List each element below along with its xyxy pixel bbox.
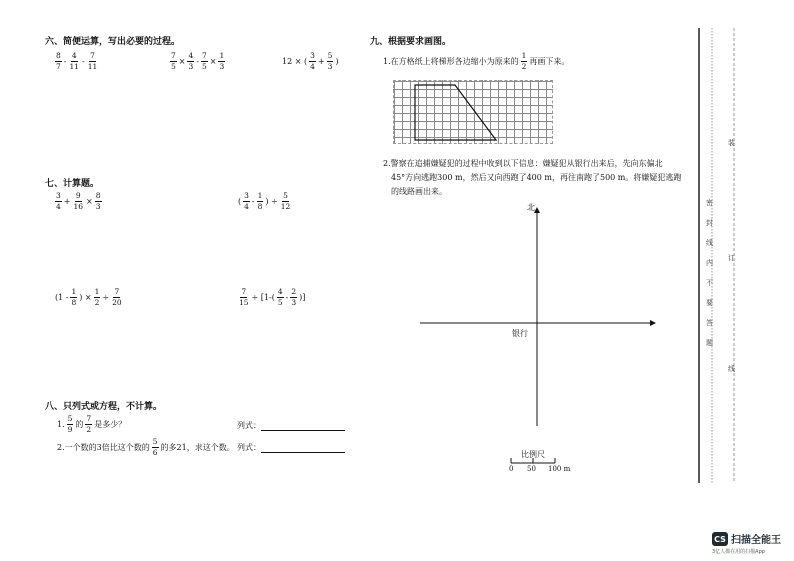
- s9-question-2-line-2: 45°方向逃跑300 m，然后又向西跑了400 m，再往南跑了500 m。将嫌疑犯逃跑: [391, 173, 682, 182]
- watermark-brand-name: 扫描全能王: [731, 535, 781, 546]
- north-label: 北: [527, 203, 535, 212]
- s7-expression-1: $\frac{3}{4}$ + $\frac{9}{16}$ × $\frac{8}{3}$: [56, 191, 101, 211]
- scale-tick-50: 50: [527, 465, 536, 473]
- s9-question-2-line-1: 2.警察在追捕嫌疑犯的过程中收到以下信息：嫌疑犯从银行出来后，先向东偏北: [383, 159, 663, 168]
- binding-strip: [696, 28, 746, 483]
- seal-line-notice: 密 封 线 内 不 要 答 题: [706, 199, 713, 347]
- s8-question-2: 2.一个数的3倍比这个数的 $\frac{5}{6}$ 的多21，求这个数。: [57, 437, 235, 457]
- bank-origin-label: 银行: [512, 329, 528, 338]
- s7-expression-2: ( $\frac{3}{4}$ - $\frac{1}{8}$ ) ÷ $\frac{5}{12}$: [238, 191, 291, 211]
- camscanner-logo-icon: CS: [712, 532, 728, 546]
- s9-question-2-line-3: 的线路画出来。: [391, 187, 447, 196]
- direction-axes[interactable]: [410, 198, 660, 448]
- s7-expression-4: $\frac{7}{15}$ ÷ [1-( $\frac{4}{5}$ - $\frac{2}{3}$ )]: [239, 287, 306, 307]
- s6-expression-1: $\frac{8}{7}$ - $\frac{4}{11}$ - $\frac{7}{11}$: [56, 51, 98, 71]
- s6-expression-2: $\frac{7}{5}$ × $\frac{4}{3}$ - $\frac{7}{5}$ × $\frac{1}{3}$: [171, 51, 225, 71]
- s8-question-1: 1. $\frac{5}{9}$ 的 $\frac{7}{2}$ 是多少？: [57, 414, 127, 434]
- s8-q1-formula: 列式：: [237, 420, 345, 431]
- scale-tick-0: 0: [509, 465, 514, 473]
- s8-q2-answer-blank[interactable]: [261, 443, 345, 453]
- s8-q2-formula: 列式：: [237, 442, 345, 453]
- section-6-heading: 六、简便运算，写出必要的过程。: [45, 37, 181, 47]
- binding-label-ding: 订: [728, 254, 735, 262]
- scale-title: 比例尺: [521, 450, 545, 459]
- scale-tick-100: 100 m: [548, 465, 571, 473]
- s6-expression-3: 12 × ( $\frac{3}{4}$ + $\frac{5}{3}$ ): [282, 51, 339, 71]
- binding-label-xian: 线: [728, 365, 735, 373]
- s8-q1-answer-blank[interactable]: [261, 421, 345, 431]
- s9-question-1: 1.在方格纸上将梯形各边缩小为原来的 $\frac{1}{2}$ 再画下来。: [383, 51, 570, 71]
- section-9-heading: 九、根据要求画图。: [370, 37, 452, 47]
- trapezoid-figure: [393, 80, 551, 142]
- s7-expression-3: (1 - $\frac{1}{8}$ ) × $\frac{1}{2}$ ÷ $\frac{7}{20}$: [55, 287, 122, 307]
- binding-label-zhuang: 装: [728, 139, 735, 147]
- section-7-heading: 七、计算题。: [45, 179, 100, 189]
- section-8-heading: 八、只列式或方程，不计算。: [45, 402, 163, 412]
- watermark-tagline: 3亿人都在用的扫描App: [712, 549, 765, 555]
